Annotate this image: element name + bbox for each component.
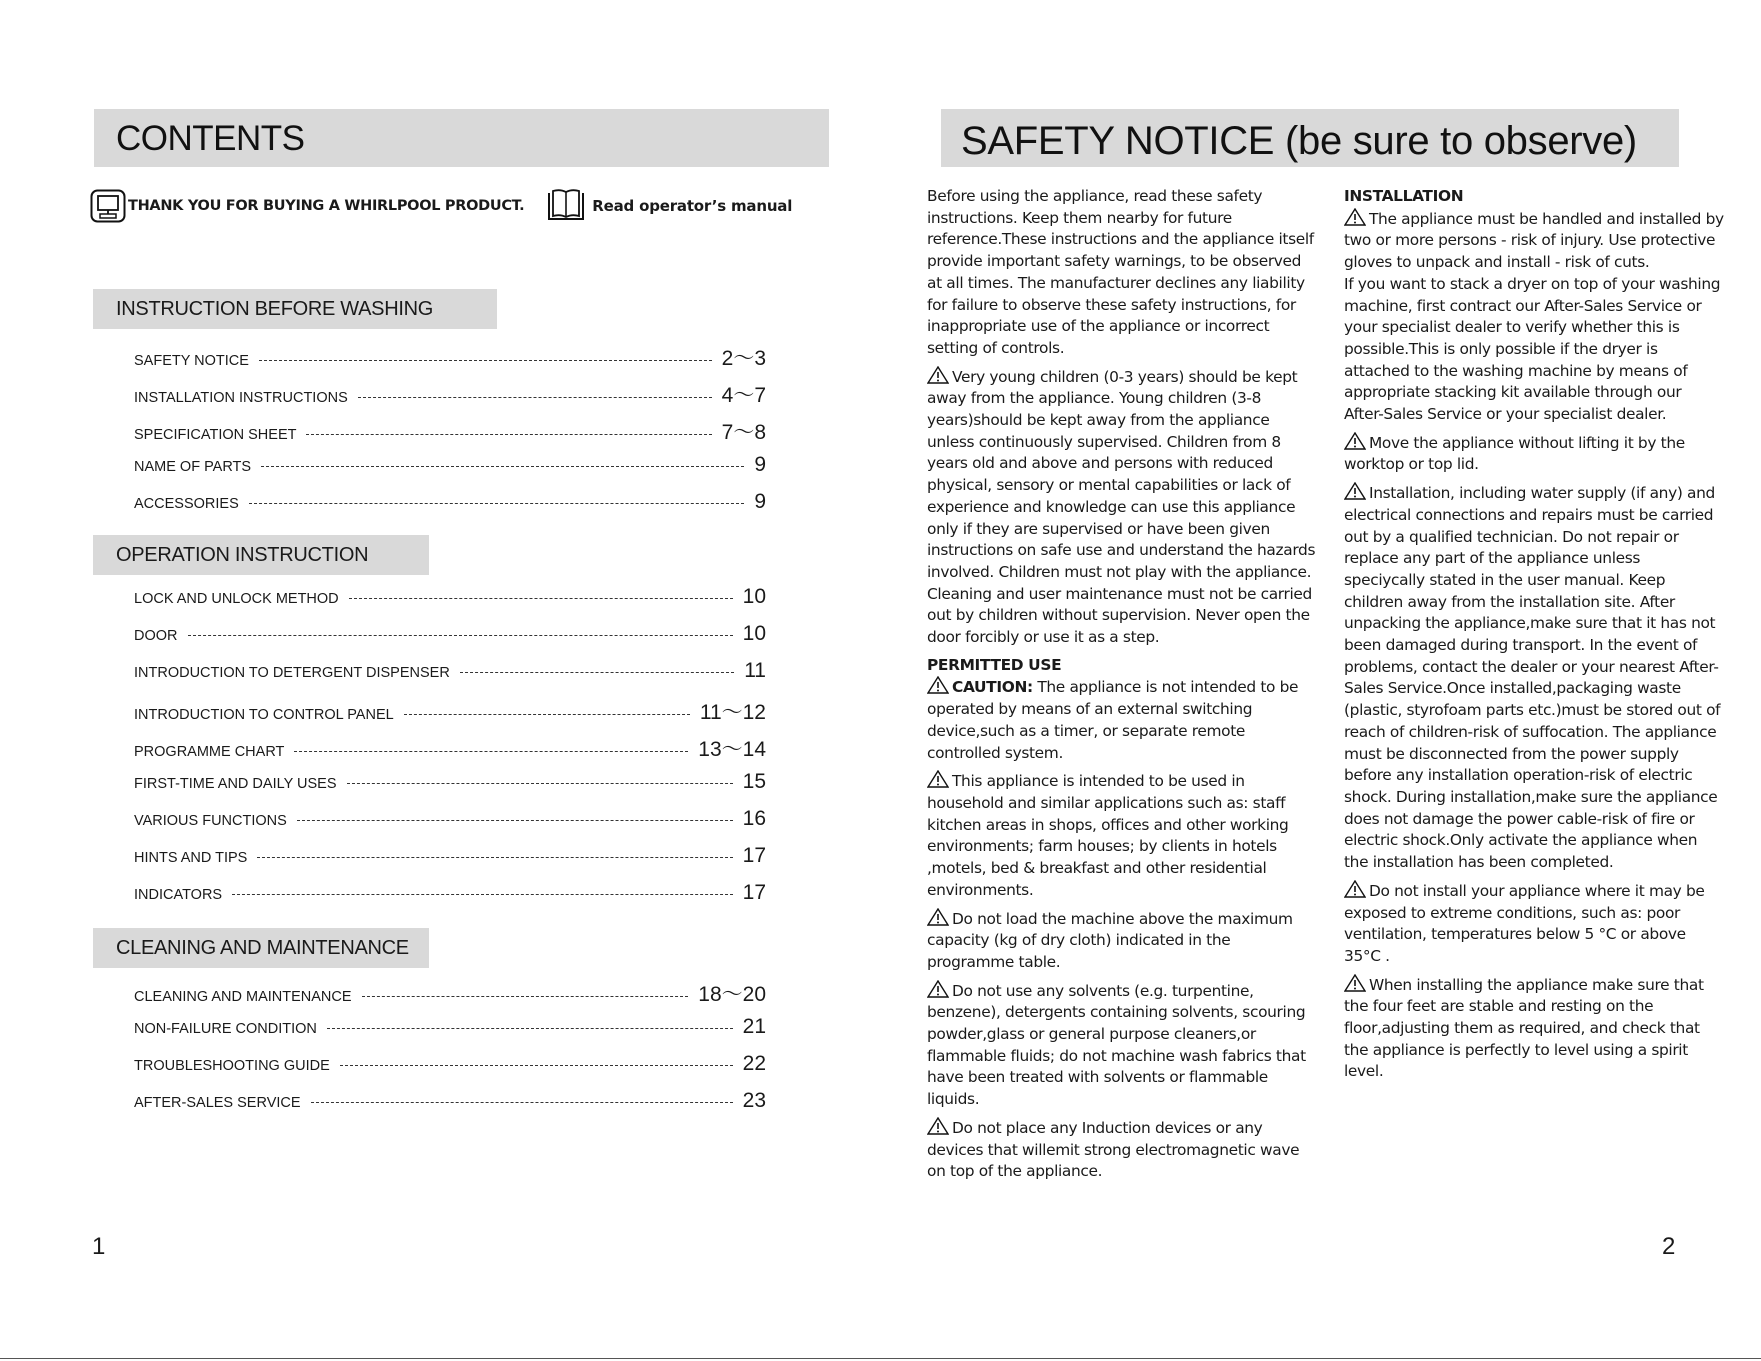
- toc-entry[interactable]: [134, 622, 766, 659]
- children-warning: [927, 366, 1317, 649]
- install-move: [1344, 432, 1724, 476]
- install-stack-text: If you want to stack a dryer on top of your washing machine, first contract our After-Sales Service or your specialist dealer to verify whether this is possible.This is only possible if the dryer is attached to the washing machine by means of appropriate stacking kit available through our After-Sales Service or your specialist dealer.: [1344, 274, 1721, 424]
- toc-leader: [404, 714, 690, 715]
- toc-leader: [294, 751, 688, 752]
- caution-label: CAUTION:: [952, 678, 1033, 697]
- warning-triangle-icon: [1344, 208, 1366, 226]
- install-extreme-text: Do not install your appliance where it may be exposed to extreme conditions, such as: poor ventilation, temperatures below 5 °C or above 35°C .: [1344, 881, 1705, 965]
- toc-page-number: 23: [742, 1089, 766, 1112]
- warning-triangle-icon: [927, 980, 949, 998]
- thanks-row: [90, 188, 792, 224]
- toc-list: [134, 342, 766, 527]
- toc-entry[interactable]: [134, 696, 766, 733]
- solvents-warning-text: Do not use any solvents (e.g. turpentine, benzene), detergents containing solvents, scouring powder,glass or general purpose cleaners,or flammable fluids; do not machine wash fabrics that have been treated with solvents or flammable liquids.: [927, 981, 1306, 1109]
- toc-page-number: 11～12: [699, 701, 766, 724]
- install-move-text: Move the appliance without lifting it by the worktop or top lid.: [1344, 433, 1685, 474]
- warning-triangle-icon: [1344, 880, 1366, 898]
- warning-triangle-icon: [927, 908, 949, 926]
- contents-page: [0, 0, 880, 1361]
- toc-leader: [327, 1028, 733, 1029]
- toc-leader: [257, 857, 732, 858]
- toc-entry[interactable]: [134, 342, 766, 379]
- toc-leader: [297, 820, 733, 821]
- toc-page-number: 10: [742, 585, 766, 608]
- toc-entry[interactable]: [134, 490, 766, 527]
- section-heading: [93, 289, 497, 329]
- toc-page-number: 21: [742, 1015, 766, 1038]
- warning-triangle-icon: [927, 676, 949, 694]
- toc-entry[interactable]: [134, 585, 766, 622]
- toc-label: HINTS AND TIPS: [134, 850, 248, 866]
- toc-leader: [362, 996, 689, 997]
- contents-title-bar: [94, 109, 829, 167]
- page-title: SAFETY NOTICE (be sure to observe): [961, 119, 1637, 163]
- toc-label: LOCK AND UNLOCK METHOD: [134, 591, 339, 607]
- toc-leader: [460, 672, 734, 673]
- toc-leader: [358, 397, 712, 398]
- toc-entry[interactable]: [134, 881, 766, 918]
- toc-leader: [232, 894, 733, 895]
- toc-label: NAME OF PARTS: [134, 459, 252, 475]
- toc-entry[interactable]: [134, 416, 766, 453]
- toc-page-number: 7～8: [721, 421, 766, 444]
- section-heading-text: CLEANING AND MAINTENANCE: [116, 937, 409, 959]
- permitted-use-heading: PERMITTED USE: [927, 655, 1062, 674]
- toc-label: NON-FAILURE CONDITION: [134, 1021, 317, 1037]
- toc-label: INSTALLATION INSTRUCTIONS: [134, 390, 348, 406]
- installation-heading: INSTALLATION: [1344, 187, 1464, 205]
- toc-leader: [311, 1102, 733, 1103]
- safety-notice-page: [880, 0, 1761, 1361]
- toc-label: INDICATORS: [134, 887, 223, 903]
- safety-column-left: [927, 186, 1317, 1189]
- toc-entry[interactable]: [134, 733, 766, 770]
- toc-page-number: 17: [742, 844, 766, 867]
- toc-page-number: 4～7: [721, 384, 766, 407]
- caution-text: The appliance is not intended to be operated by means of an external switching device,such as a timer, or separate remote controlled system.: [927, 678, 1299, 762]
- toc-entry[interactable]: [134, 770, 766, 807]
- read-manual-text: Read operator’s manual: [592, 197, 793, 215]
- warning-triangle-icon: [1344, 974, 1366, 992]
- toc-leader: [306, 434, 711, 435]
- page-title: CONTENTS: [116, 119, 305, 158]
- toc-entry[interactable]: [134, 807, 766, 844]
- toc-entry[interactable]: [134, 978, 766, 1015]
- safety-title-bar: [941, 109, 1679, 167]
- caution-paragraph: [927, 676, 1317, 764]
- bottom-divider: [0, 1358, 1761, 1359]
- intro-paragraph: Before using the appliance, read these safety instructions. Keep them nearby for future reference.These instructions and the appliance itself provide important safety warnings, to be observed at all times. The manufacturer declines any liability for failure to observe these safety instructions, for inappropriate use of the appliance or incorrect setting of controls.: [927, 187, 1314, 357]
- load-warning: [927, 908, 1317, 974]
- warning-triangle-icon: [927, 770, 949, 788]
- solvents-warning: [927, 980, 1317, 1111]
- household-warning-text: This appliance is intended to be used in household and similar applications such as: staff kitchen areas in shops, offices and other working environments; farm houses; by clients in hotels ,motels, bed & breakfast and other residential environments.: [927, 772, 1289, 899]
- toc-label: INTRODUCTION TO DETERGENT DISPENSER: [134, 665, 450, 681]
- section-heading: [93, 535, 429, 575]
- toc-label: PROGRAMME CHART: [134, 744, 285, 760]
- install-technician: [1344, 482, 1724, 874]
- toc-list: [134, 978, 766, 1126]
- toc-leader: [261, 466, 744, 467]
- load-warning-text: Do not load the machine above the maximum capacity (kg of dry cloth) indicated in the programme table.: [927, 909, 1293, 971]
- warning-triangle-icon: [927, 366, 949, 384]
- install-technician-text: Installation, including water supply (if any) and electrical connections and repairs must be carried out by a qualified technician. Do not repair or replace any part of the appliance unless speciycally stated in the user manual. Keep children away from the installation site. After unpacking the appliance,make sure that it has not been damaged during transport. In the event of problems, contact the dealer or your nearest After-Sales Service.Once installed,packaging waste (plastic, styrofoam parts etc.)must be stored out of reach of children-risk of suffocation. The appliance must be disconnected from the power supply before any installation operation-risk of electric shock. During installation,make sure the appliance does not damage the power cable-risk of fire or electric shock.Only activate the appliance when the installation has been completed.: [1344, 484, 1721, 872]
- toc-label: TROUBLESHOOTING GUIDE: [134, 1058, 330, 1074]
- toc-page-number: 16: [742, 807, 766, 830]
- safety-column-right: [1344, 186, 1724, 1089]
- induction-warning: [927, 1117, 1317, 1183]
- toc-page-number: 11: [744, 659, 766, 682]
- toc-page-number: 9: [754, 453, 766, 476]
- warning-triangle-icon: [1344, 482, 1366, 500]
- toc-page-number: 18～20: [698, 983, 766, 1006]
- warning-triangle-icon: [927, 1117, 949, 1135]
- toc-page-number: 22: [742, 1052, 766, 1075]
- install-handling: [1344, 208, 1724, 426]
- toc-label: SPECIFICATION SHEET: [134, 427, 297, 443]
- toc-entry[interactable]: [134, 1015, 766, 1052]
- book-icon: [546, 189, 586, 223]
- page-number: 1: [92, 1233, 106, 1260]
- toc-leader: [349, 598, 733, 599]
- toc-page-number: 15: [742, 770, 766, 793]
- toc-entry[interactable]: [134, 844, 766, 881]
- induction-warning-text: Do not place any Induction devices or any devices that willemit strong electromagnetic wave on top of the appliance.: [927, 1118, 1300, 1181]
- toc-label: FIRST-TIME AND DAILY USES: [134, 776, 337, 792]
- toc-label: AFTER-SALES SERVICE: [134, 1095, 301, 1111]
- toc-leader: [249, 503, 745, 504]
- children-warning-text: Very young children (0-3 years) should be kept away from the appliance. Young children (3-8 years)should be kept away from the appliance unless continuously supervised. Children from 8 years old and above and persons with reduced physical, sensory or mental capabilities or lack of experience and knowledge can use this appliance only if they are supervised or have been given instructions on safe use and understand the hazards involved. Children must not play with the appliance. Cleaning and user maintenance must not be carried out by children without supervision. Never open the door forcibly or use it as a step.: [927, 367, 1316, 647]
- toc-label: INTRODUCTION TO CONTROL PANEL: [134, 707, 394, 723]
- install-level-text: When installing the appliance make sure that the four feet are stable and resting on the floor,adjusting them as required, and check that the appliance is perfectly to level using a spirit level.: [1344, 975, 1704, 1081]
- toc-entry[interactable]: [134, 1089, 766, 1126]
- warning-triangle-icon: [1344, 432, 1366, 450]
- toc-label: VARIOUS FUNCTIONS: [134, 813, 287, 829]
- thanks-text: THANK YOU FOR BUYING A WHIRLPOOL PRODUCT.: [128, 198, 525, 214]
- toc-leader: [340, 1065, 733, 1066]
- section-heading: [93, 928, 429, 968]
- install-extreme: [1344, 880, 1724, 968]
- toc-label: CLEANING AND MAINTENANCE: [134, 989, 352, 1005]
- toc-label: ACCESSORIES: [134, 496, 239, 512]
- monitor-icon: [90, 189, 126, 223]
- toc-leader: [259, 360, 712, 361]
- toc-leader: [188, 635, 733, 636]
- page-number: 2: [1662, 1233, 1676, 1260]
- toc-entry[interactable]: [134, 659, 766, 696]
- toc-page-number: 13～14: [698, 738, 766, 761]
- toc-entry[interactable]: [134, 453, 766, 490]
- toc-entry[interactable]: [134, 379, 766, 416]
- toc-leader: [347, 783, 733, 784]
- toc-label: SAFETY NOTICE: [134, 353, 249, 369]
- section-heading-text: OPERATION INSTRUCTION: [116, 544, 369, 566]
- toc-page-number: 9: [754, 490, 766, 513]
- section-heading-text: INSTRUCTION BEFORE WASHING: [116, 298, 434, 320]
- toc-page-number: 17: [742, 881, 766, 904]
- toc-entry[interactable]: [134, 1052, 766, 1089]
- household-warning: [927, 770, 1317, 901]
- install-level: [1344, 974, 1724, 1084]
- toc-page-number: 2～3: [721, 347, 766, 370]
- toc-list: [134, 585, 766, 918]
- install-handling-text: The appliance must be handled and installed by two or more persons - risk of injury. Use protective gloves to unpack and install - risk of cuts.: [1344, 209, 1724, 272]
- toc-label: DOOR: [134, 628, 178, 644]
- toc-page-number: 10: [742, 622, 766, 645]
